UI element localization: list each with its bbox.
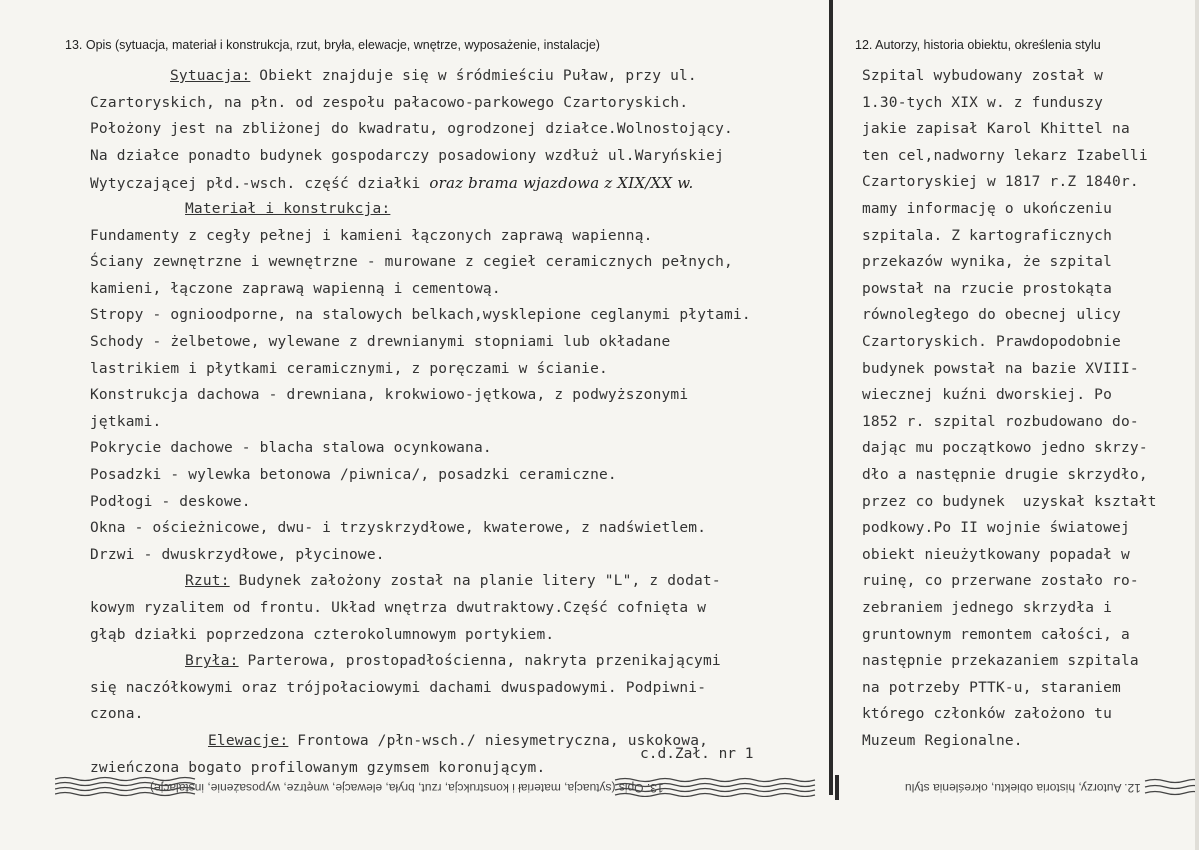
description-line: [90, 600, 706, 616]
description-line: [90, 440, 492, 456]
description-text: Schody - żelbetowe, wylewane z drewnianymi stopniami lub okładane: [90, 334, 671, 350]
section-heading: Bryła:: [185, 653, 239, 670]
history-line: ten cel,nadworny lekarz Izabelli: [862, 147, 1148, 164]
history-line: przez co budynek uzyskał kształt: [862, 493, 1157, 510]
description-line: [90, 228, 653, 244]
history-line: dło a następnie drugie skrzydło,: [862, 467, 1148, 483]
description-line: [90, 547, 385, 563]
history-line: zebraniem jednego skrzydła i: [862, 600, 1113, 616]
history-line: Szpital wybudowany został w: [862, 68, 1104, 84]
continuation-note: c.d.Zał. nr 1: [640, 746, 754, 762]
description-line: [90, 467, 617, 483]
description-text: Okna - ościeżnicowe, dwu- i trzyskrzydłowe, kwaterowe, z nadświetlem.: [90, 520, 707, 537]
history-line: przekazów wynika, że szpital: [862, 254, 1113, 271]
history-line: następnie przekazaniem szpitala: [862, 653, 1139, 670]
description-text: Parterowa, prostopadłościenna, nakryta przenikającymi: [238, 653, 721, 670]
description-line: [170, 68, 697, 84]
description-line: [90, 627, 554, 643]
description-line: [90, 307, 751, 323]
description-line: [90, 148, 724, 164]
description-text: głąb działki poprzedzona czterokolumnowym portykiem.: [90, 626, 555, 643]
description-line: [90, 174, 694, 192]
history-line: gruntownym remontem całości, a: [862, 626, 1130, 643]
history-line: szpitala. Z kartograficznych: [862, 227, 1113, 244]
history-line: Muzeum Regionalne.: [862, 733, 1023, 749]
section-heading: Elewacje:: [208, 733, 289, 749]
description-line: [185, 573, 721, 589]
description-text: kamieni, łączone zaprawą wapienną i cementową.: [90, 280, 501, 297]
sheet-edge: [1195, 0, 1199, 850]
description-text: czona.: [90, 706, 144, 723]
description-text: Frontowa /płn-wsch./ niesymetryczna, uskokowa,: [288, 733, 709, 749]
description-text: kowym ryzalitem od frontu. Układ wnętrza dwutraktowy.Część cofnięta w: [90, 600, 707, 616]
history-line: dając mu początkowo jedno skrzy-: [862, 440, 1148, 457]
description-line: [90, 760, 545, 776]
history-line: obiekt nieużytkowany popadał w: [862, 546, 1130, 563]
history-line: jakie zapisał Karol Khittel na: [862, 121, 1130, 138]
mirrored-right-header: 12. Autorzy, historia obiektu, określenia stylu: [905, 781, 1141, 795]
history-line: na potrzeby PTTK-u, staraniem: [862, 679, 1121, 696]
column-divider: [829, 0, 833, 795]
history-line: 1.30-tych XIX w. z funduszy: [862, 94, 1104, 111]
description-text: lastrikiem i płytkami ceramicznymi, z poręczami w ścianie.: [90, 360, 608, 377]
history-line: Czartoryskiej w 1817 r.Z 1840r.: [862, 174, 1139, 191]
description-line: [90, 281, 501, 297]
history-line: powstał na rzucie prostokąta: [862, 280, 1113, 297]
history-line: równoległego do obecnej ulicy: [862, 307, 1121, 324]
description-line: [90, 680, 706, 696]
history-line: budynek powstał na bazie XVIII-: [862, 360, 1139, 377]
history-line: 1852 r. szpital rozbudowano do-: [862, 413, 1139, 430]
description-line: [90, 254, 733, 270]
description-line: [185, 201, 390, 217]
mirrored-left-header: 13. Opis (sytuacja, materiał i konstrukcja, rzut, bryła, elewacje, wnętrze, wyposażenie, instalacje): [150, 781, 664, 795]
history-line: którego członków założono tu: [862, 706, 1113, 723]
description-line: [90, 414, 161, 430]
description-text: Fundamenty z cegły pełnej i kamieni łączonych zaprawą wapienną.: [90, 227, 653, 244]
description-text: Czartoryskich, na płn. od zespołu pałacowo-parkowego Czartoryskich.: [90, 94, 689, 111]
history-line: mamy informację o ukończeniu: [862, 201, 1113, 217]
description-text: Podłogi - deskowe.: [90, 493, 251, 510]
description-line: [90, 361, 608, 377]
history-line: Czartoryskich. Prawdopodobnie: [862, 334, 1121, 350]
section-heading: Materiał i konstrukcja:: [185, 201, 391, 217]
description-text: Położony jest na zbliżonej do kwadratu, ogrodzonej działce.Wolnostojący.: [90, 121, 733, 138]
history-line: podkowy.Po II wojnie światowej: [862, 520, 1130, 537]
section-heading: Rzut:: [185, 573, 230, 590]
history-line: ruinę, co przerwane zostało ro-: [862, 573, 1139, 590]
description-text: Posadzki - wylewka betonowa /piwnica/, posadzki ceramiczne.: [90, 467, 617, 483]
description-line: [90, 706, 144, 722]
left-section-header: 13. Opis (sytuacja, materiał i konstrukcja, rzut, bryła, elewacje, wnętrze, wyposażenie, instalacje): [65, 38, 600, 52]
description-text: się naczółkowymi oraz trójpołaciowymi dachami dwuspadowymi. Podpiwni-: [90, 679, 707, 696]
section-heading: Sytuacja:: [170, 68, 251, 84]
history-line: wiecznej kuźni dworskiej. Po: [862, 387, 1113, 404]
description-text: zwieńczona bogato profilowanym gzymsem koronującym.: [90, 759, 546, 776]
description-line: [185, 653, 721, 669]
description-text: Wytyczającej płd.-wsch. część działki: [90, 176, 430, 193]
description-text: Ściany zewnętrzne i wewnętrzne - murowane z cegieł ceramicznych pełnych,: [90, 254, 733, 271]
description-line: [90, 121, 733, 137]
description-text: Budynek założony został na planie litery "L", z dodat-: [229, 573, 721, 590]
description-text: Pokrycie dachowe - blacha stalowa ocynkowana.: [90, 440, 492, 457]
handwritten-note: oraz brama wjazdowa z XIX/XX w.: [429, 174, 694, 193]
description-text: Drzwi - dwuskrzydłowe, płycinowe.: [90, 546, 385, 563]
description-line: [90, 334, 670, 350]
description-text: Obiekt znajduje się w śródmieściu Puław, przy ul.: [250, 68, 697, 84]
description-line: [90, 387, 688, 403]
description-line: [208, 733, 708, 749]
description-line: [90, 494, 251, 510]
description-line: [90, 95, 688, 111]
description-text: Na działce ponadto budynek gospodarczy posadowiony wzdłuż ul.Waryńskiej: [90, 147, 725, 164]
description-text: jętkami.: [90, 413, 162, 430]
description-text: Konstrukcja dachowa - drewniana, krokwiowo-jętkowa, z podwyższonymi: [90, 387, 689, 404]
right-section-header: 12. Autorzy, historia obiektu, określenia stylu: [855, 38, 1101, 52]
description-text: Stropy - ognioodporne, na stalowych belkach,wysklepione ceglanymi płytami.: [90, 307, 751, 324]
description-line: [90, 520, 706, 536]
